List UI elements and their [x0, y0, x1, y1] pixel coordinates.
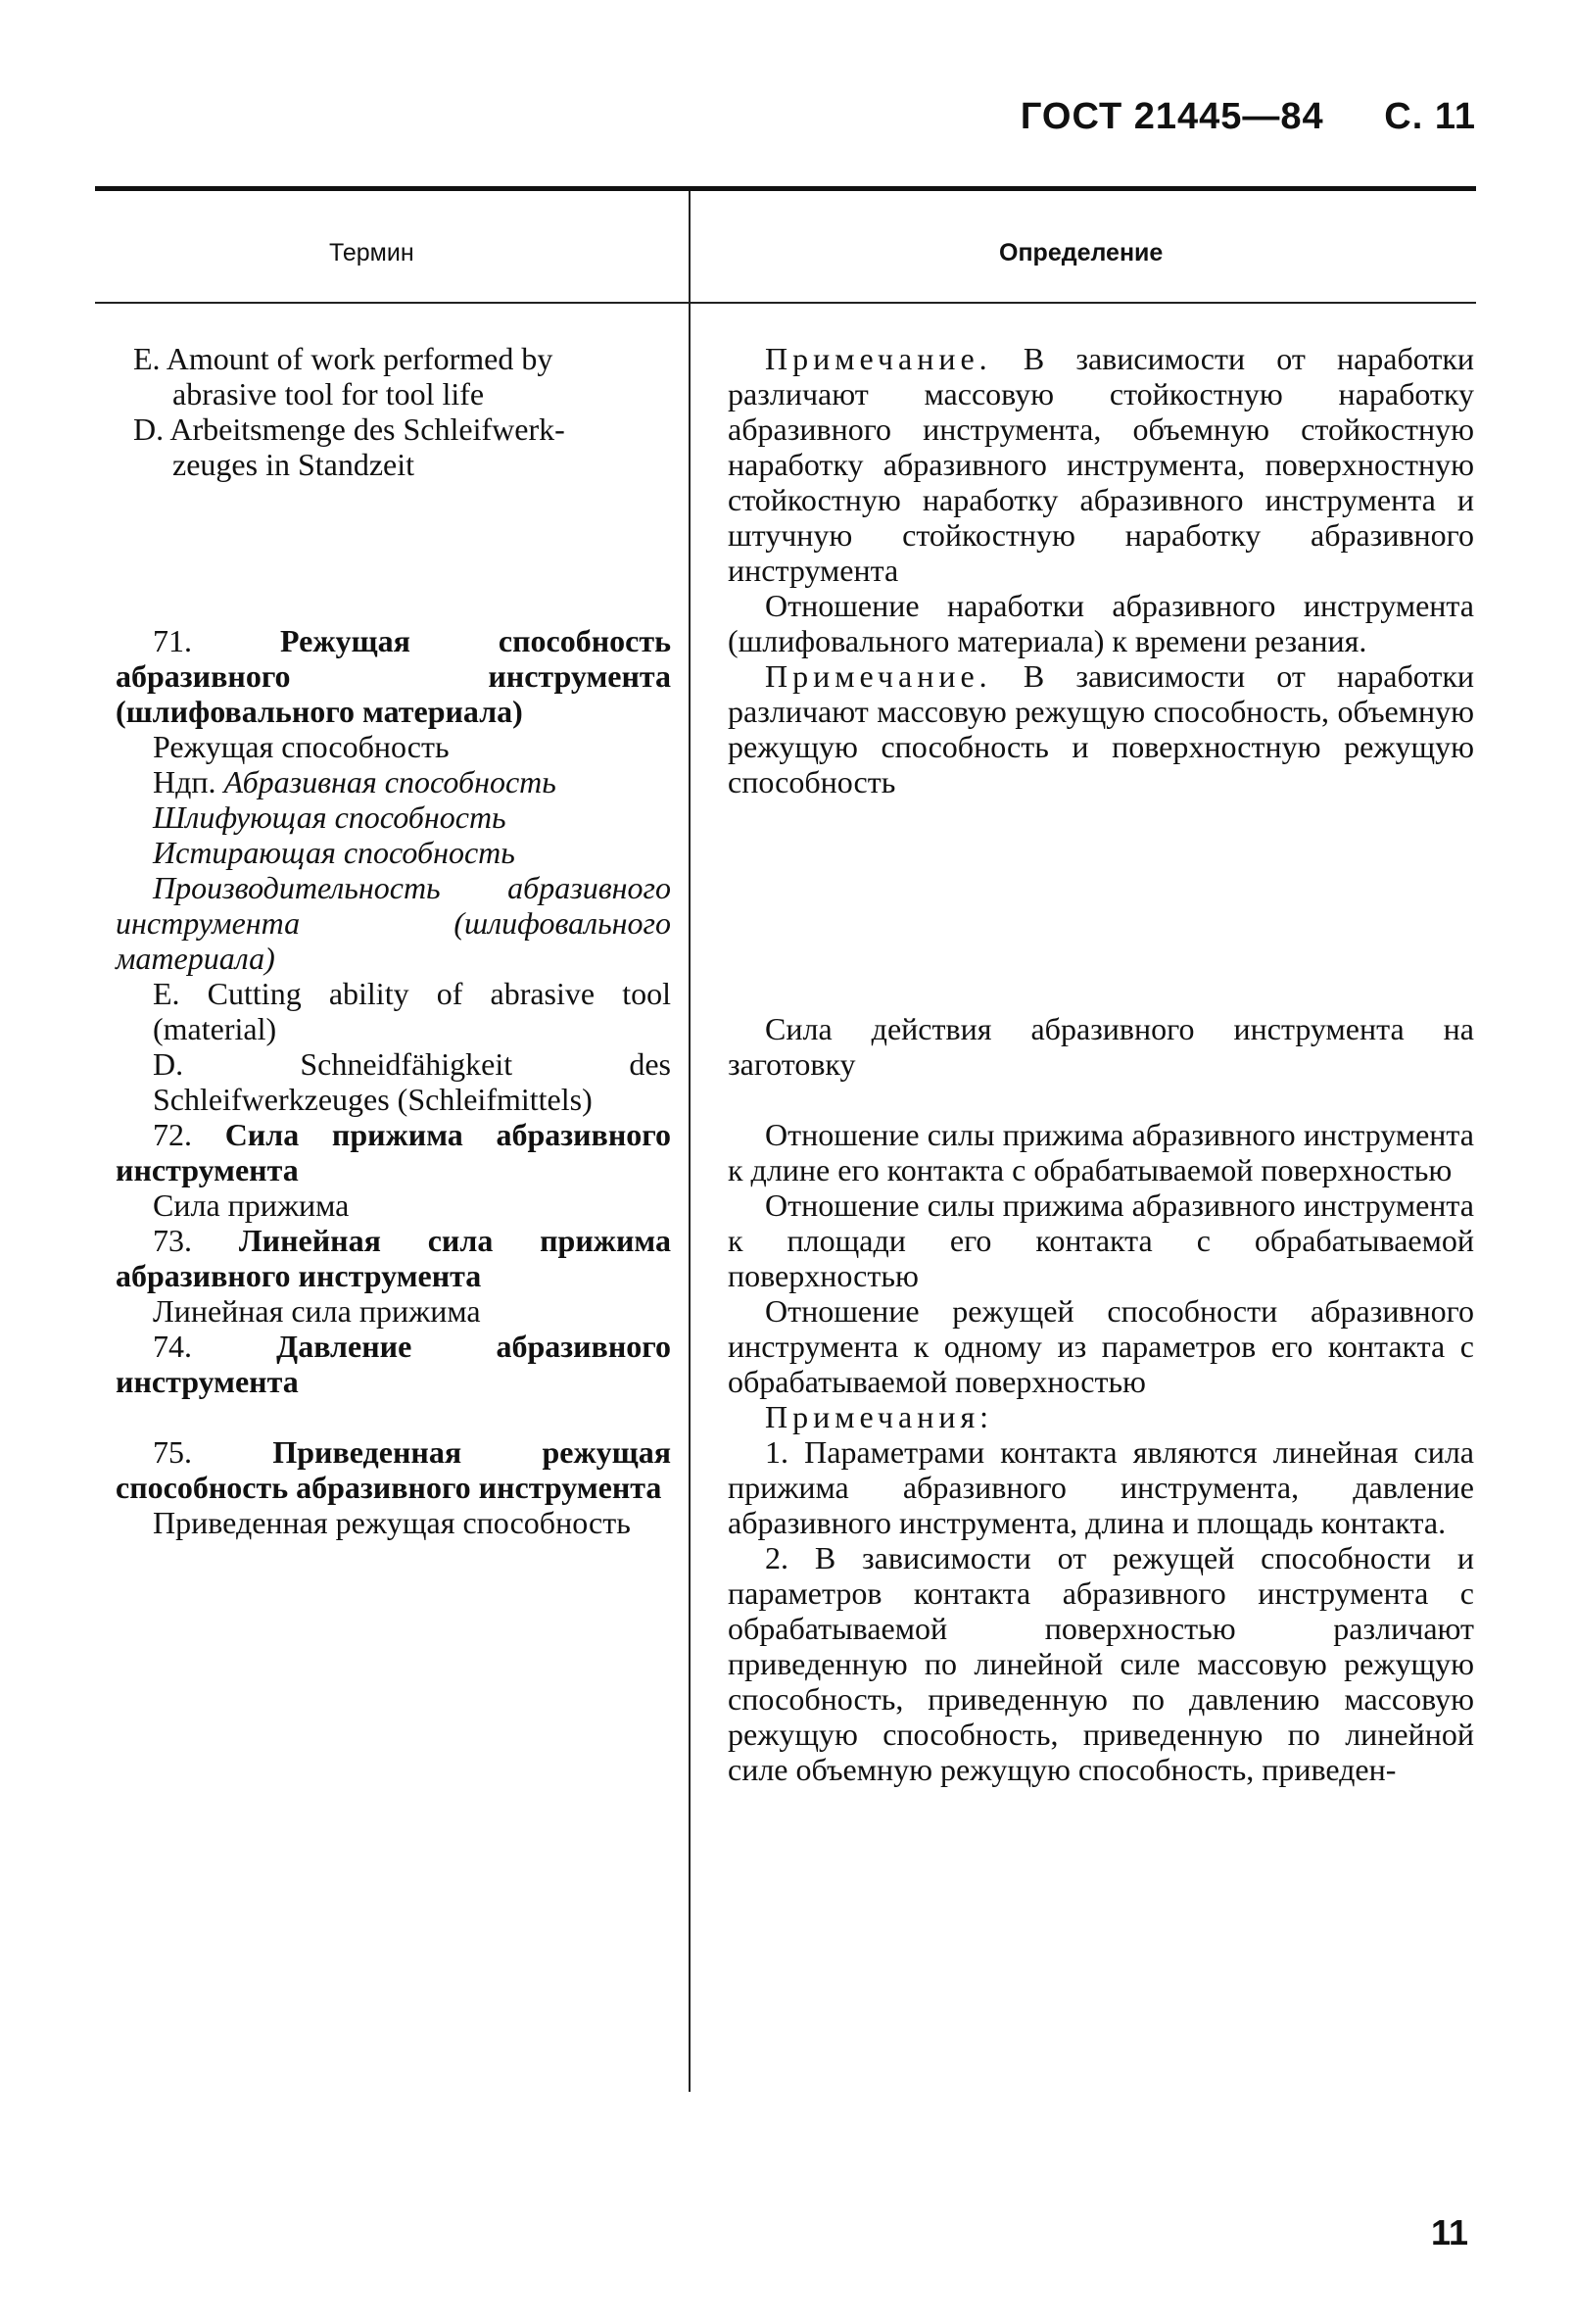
column-header-term: Термин	[329, 239, 414, 266]
column-header-definition: Определение	[999, 239, 1164, 266]
term-72-short: Сила прижима	[153, 1187, 350, 1223]
note-70: Примечание. В зависимости от наработки различают массовую стойкостную наработку абразивного инструмента, объемную стойкостную наработку абразивного инструмента, поверхностную стойкостную наработку абразивного инструмента и штучную стойкостную наработку абразивного инструмента	[728, 341, 1475, 588]
ndp-label: Ндп.	[153, 764, 216, 799]
term-74-title	[116, 1329, 671, 1399]
term-71-name: Режущая способность абразивного инструмента (шлифовального материала)	[116, 623, 672, 729]
term-71-ndp-1: Ндп. Абразивная способность	[153, 764, 556, 799]
definition-74: Отношение силы прижима абразивного инструмента к площади его контакта с обрабатываемой поверхностью	[728, 1187, 1474, 1293]
definition-72: Сила действия абразивного инструмента на заготовку	[728, 1011, 1474, 1082]
term-71-ndp-2: Шлифующая способность	[153, 799, 506, 835]
term-75-title	[116, 1434, 671, 1505]
definition-column	[728, 341, 1474, 1787]
term-73-title	[116, 1223, 671, 1293]
definition-73: Отношение силы прижима абразивного инструмента к длине его контакта с обрабатываемой поверхностью	[728, 1117, 1474, 1187]
note-75-1: 1. Параметрами контакта являются линейная сила прижима абразивного инструмента, давление абразивного инструмента, длина и площадь контакта.	[728, 1434, 1474, 1540]
term-74-number: 74.	[153, 1329, 192, 1364]
term-71-german: D. Schneidfähigkeit des Schleifwerkzeuges (Schleifmittels)	[153, 1046, 671, 1117]
term-71-title	[116, 623, 671, 729]
term-column	[116, 341, 671, 1540]
header-page-label: С. 11	[1384, 96, 1476, 137]
notes-75-label: Примечания:	[765, 1399, 994, 1434]
note-71-label: Примечание.	[765, 658, 992, 694]
term-71-short: Режущая способность	[153, 729, 450, 764]
term-72-title	[116, 1117, 671, 1187]
term-70-english-line1: E. Amount of work performed by	[133, 341, 553, 376]
term-71-number: 71.	[153, 623, 192, 658]
term-70-german-line1: D. Arbeitsmenge des Schleifwerk-	[133, 412, 565, 447]
definition-75: Отношение режущей способности абразивного инструмента к одному из параметров его контакта с обрабатываемой поверхностью	[728, 1293, 1474, 1399]
term-71-ndp-3: Истирающая способность	[153, 835, 515, 870]
term-74-name: Давление абразивного инструмента	[116, 1329, 671, 1399]
column-divider	[689, 191, 691, 2092]
term-75-name: Приведенная режущая способность абразивного инструмента	[116, 1434, 672, 1505]
page-header	[1021, 96, 1476, 138]
term-72-number: 72.	[153, 1117, 192, 1152]
standard-designation: ГОСТ 21445—84	[1020, 96, 1324, 137]
term-70-german-line2: zeuges in Standzeit	[172, 447, 415, 482]
note-75-2: 2. В зависимости от режущей способности и параметров контакта абразивного инструмента с обрабатываемой поверхностью различают приведенную по линейной силе массовую режущую способность, приведенную по давлению массовую режущую способность, приведенную по линейной силе объемную режущую способность, приведен-	[728, 1540, 1474, 1787]
term-72-name: Сила прижима абразивного инструмента	[116, 1117, 671, 1187]
term-75-number: 75.	[153, 1434, 192, 1470]
term-71-english: E. Cutting ability of abrasive tool (material)	[153, 976, 671, 1046]
term-73-short: Линейная сила прижима	[153, 1293, 481, 1329]
note-71: Примечание. В зависимости от наработки различают массовую режущую способность, объемную режущую способность и поверхностную режущую способность	[728, 658, 1475, 799]
term-73-name: Линейная сила прижима абразивного инструмента	[116, 1223, 672, 1293]
page-number: 11	[1430, 2212, 1468, 2252]
note-70-label: Примечание.	[765, 341, 992, 376]
definition-71: Отношение наработки абразивного инструмента (шлифовального материала) к времени резания.	[728, 588, 1474, 658]
term-71-ndp-4: Производительность абразивного инструмента (шлифовального материала)	[116, 870, 671, 976]
table-top-rule	[95, 186, 1476, 191]
term-70-english-line2: abrasive tool for tool life	[172, 376, 485, 412]
header-separator-rule	[95, 302, 1476, 304]
term-75-short: Приведенная режущая способность	[153, 1505, 631, 1540]
term-73-number: 73.	[153, 1223, 192, 1258]
